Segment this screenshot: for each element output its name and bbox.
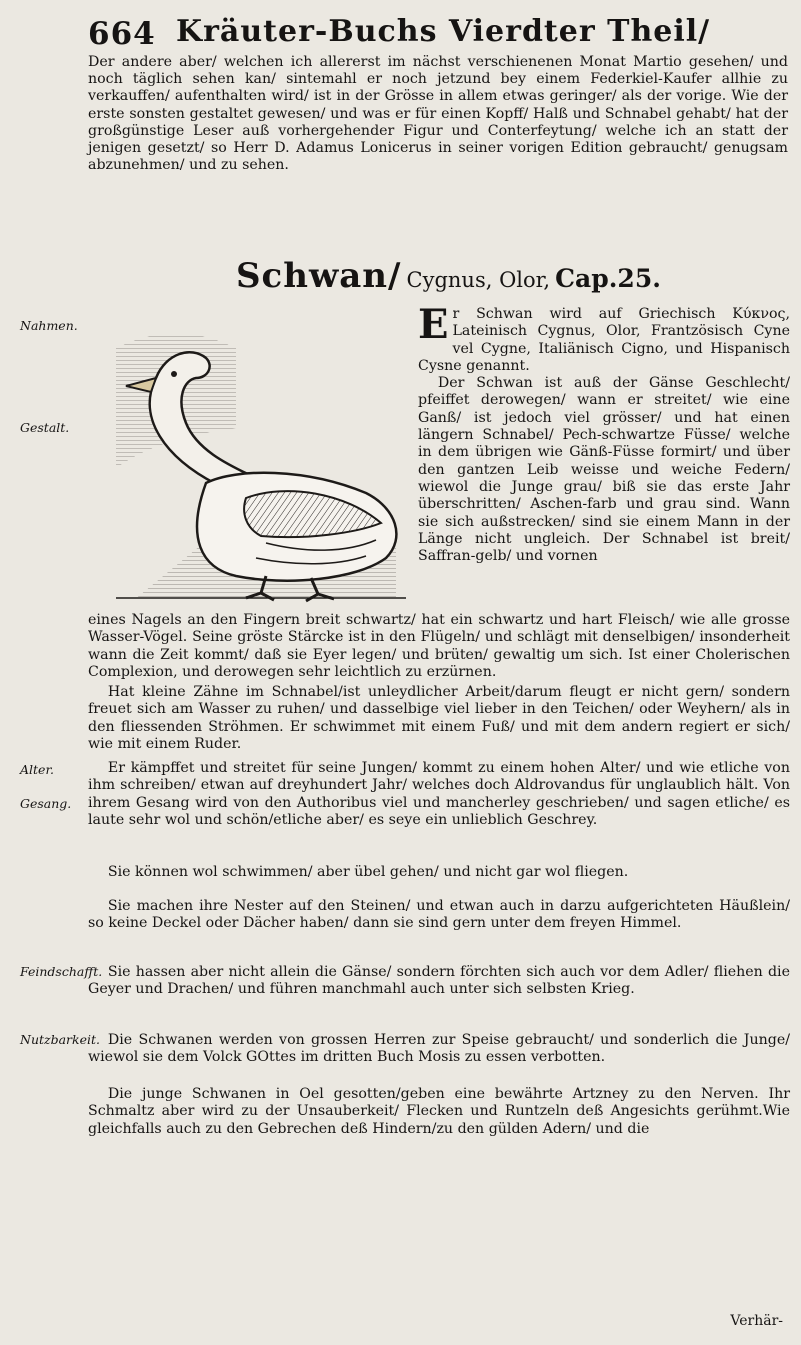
paragraph-movement: Sie können wol schwimmen/ aber übel gehen/ und nicht gar wol fliegen. (107, 864, 629, 880)
margin-note-song: Gesang. (20, 796, 72, 811)
names-paragraph: r Schwan wird auf Griechisch Κύκνος, Lateinisch Cygnus, Olor, Frantzösisch Cyne vel Cygne, Italiänisch Cigno, und Hispanisch Cysne genannt. (418, 306, 790, 374)
swan-illustration (96, 308, 416, 606)
intro-paragraph: Der andere aber/ welchen ich allererst im nächst verschienenen Monat Martio gesehen/ und noch täglich sehen kan/ sintemahl er noch jetzund bey einem Federkiel-Kaufer allhie zu verkauffen/ aufenthalten wird/ ist in der Grösse in allem etwas geringer/ als der vorige. Wie der erste sonsten gestaltet gewesen/ und was er für einen Kopff/ Halß und Schnabel gehabt/ hat der großgünstige Leser auß vorhergehender Figur und Conterfeytung/ welche ich an statt der jenigen gesetzt/ so Herr D. Adamus Lonicerus in seiner vorigen Edition gebraucht/ genugsam abzunehmen/ und zu sehen. (88, 54, 788, 174)
shape-paragraph: Der Schwan ist auß der Gänse Geschlecht/ pfeiffet derowegen/ wann er streitet/ wie eine Ganß/ ist jedoch viel grösser/ und hat einen längern Schnabel/ Pech-schwartze Füsse/ welche in dem übrigen wie Gänß-Füsse formirt/ und über den gantzen Leib weisse und weiche Federn/ wiewol die Junge grau/ biß sie das erste Jahr überschritten/ Aschen-farb und grau sind. Wann sie sich außstrecken/ sind sie einem Mann in der Länge nicht ungleich. Der Schnabel ist breit/ Saffran-gelb/ und vornen (418, 375, 790, 565)
margin-note-age: Alter. (20, 762, 55, 777)
drop-cap: E (418, 301, 449, 348)
chapter-subtitle: Cygnus, Olor, (406, 268, 551, 292)
chapter-title: Schwan/ (236, 256, 402, 296)
margin-note-enmity: Feindschafft. (20, 964, 103, 979)
swan-woodcut-icon (96, 308, 416, 606)
catch-word: Verhär- (730, 1313, 783, 1329)
chapter-heading (236, 256, 696, 294)
margin-note-shape: Gestalt. (20, 420, 70, 435)
chapter-number: Cap.25. (555, 264, 661, 293)
running-title: Kräuter-Buchs Vierdter Theil/ (176, 14, 711, 49)
paragraph-swimming: Hat kleine Zähne im Schnabel/ist unleydlicher Arbeit/darum fleugt er nicht gern/ sondern freuet sich am Wasser zu ruhen/ und dasselbige viel lieber in den Teichen/ oder Weyhern/ als in den fliessenden Ströhmen. Er schwimmet mit einem Fuß/ und mit dem andern regiert er sich/ wie mit einem Ruder. (88, 684, 790, 752)
margin-note-utility: Nutzbarkeit. (20, 1032, 100, 1047)
paragraph-medicine: Die junge Schwanen in Oel gesotten/geben eine bewährte Artzney zu den Nerven. Ihr Schmaltz aber wird zu der Unsauberkeit/ Flecken und Runtzeln deß Angesichts gerühmt.Wie gleichfalls auch zu den Gebrechen deß Hindern/zu den gülden Adern/ und die (88, 1086, 790, 1137)
margin-note-names: Nahmen. (20, 318, 78, 333)
paragraph-enmity: Sie hassen aber nicht allein die Gänse/ sondern förchten sich auch vor dem Adler/ fliehen die Geyer und Drachen/ und führen manchmahl auch unter sich selbsten Krieg. (88, 964, 790, 998)
paragraph-age-song: Er kämpffet und streitet für seine Jungen/ kommt zu einem hohen Alter/ und wie etliche von ihm schreiben/ etwan auf dreyhundert Jahr/ welches doch Aldrovandus für unglaublich hält. Von ihrem Gesang wird von den Authoribus viel und mancherley geschrieben/ und sagen etliche/ es laute sehr wol und schön/etliche aber/ es seye ein unlieblich Geschrey. (88, 760, 790, 828)
paragraph-food: Die Schwanen werden von grossen Herren zur Speise gebraucht/ und sonderlich die Junge/ wiewol sie dem Volck GOttes im dritten Buch Mosis zu essen verbotten. (88, 1032, 790, 1066)
paragraph-nests: Sie machen ihre Nester auf den Steinen/ und etwan auch in darzu aufgerichteten Häußlein/ so keine Deckel oder Dächer haben/ dann sie sind gern unter dem freyen Himmel. (88, 898, 790, 932)
names-and-shape-column (418, 301, 790, 565)
paragraph-wings: eines Nagels an den Fingern breit schwartz/ hat ein schwartz und hart Fleisch/ wie alle grosse Wasser-Vögel. Seine gröste Stärcke ist in den Flügeln/ und schlägt mit denselbigen/ insonderheit wann die Zeit kommt/ daß sie Eyer legen/ und brüten/ gewaltig um sich. Ist einer Cholerischen Complexion, und derowegen sehr leichtlich zu erzürnen. (88, 612, 790, 680)
running-head (88, 14, 761, 54)
page-number: 664 (88, 16, 156, 52)
